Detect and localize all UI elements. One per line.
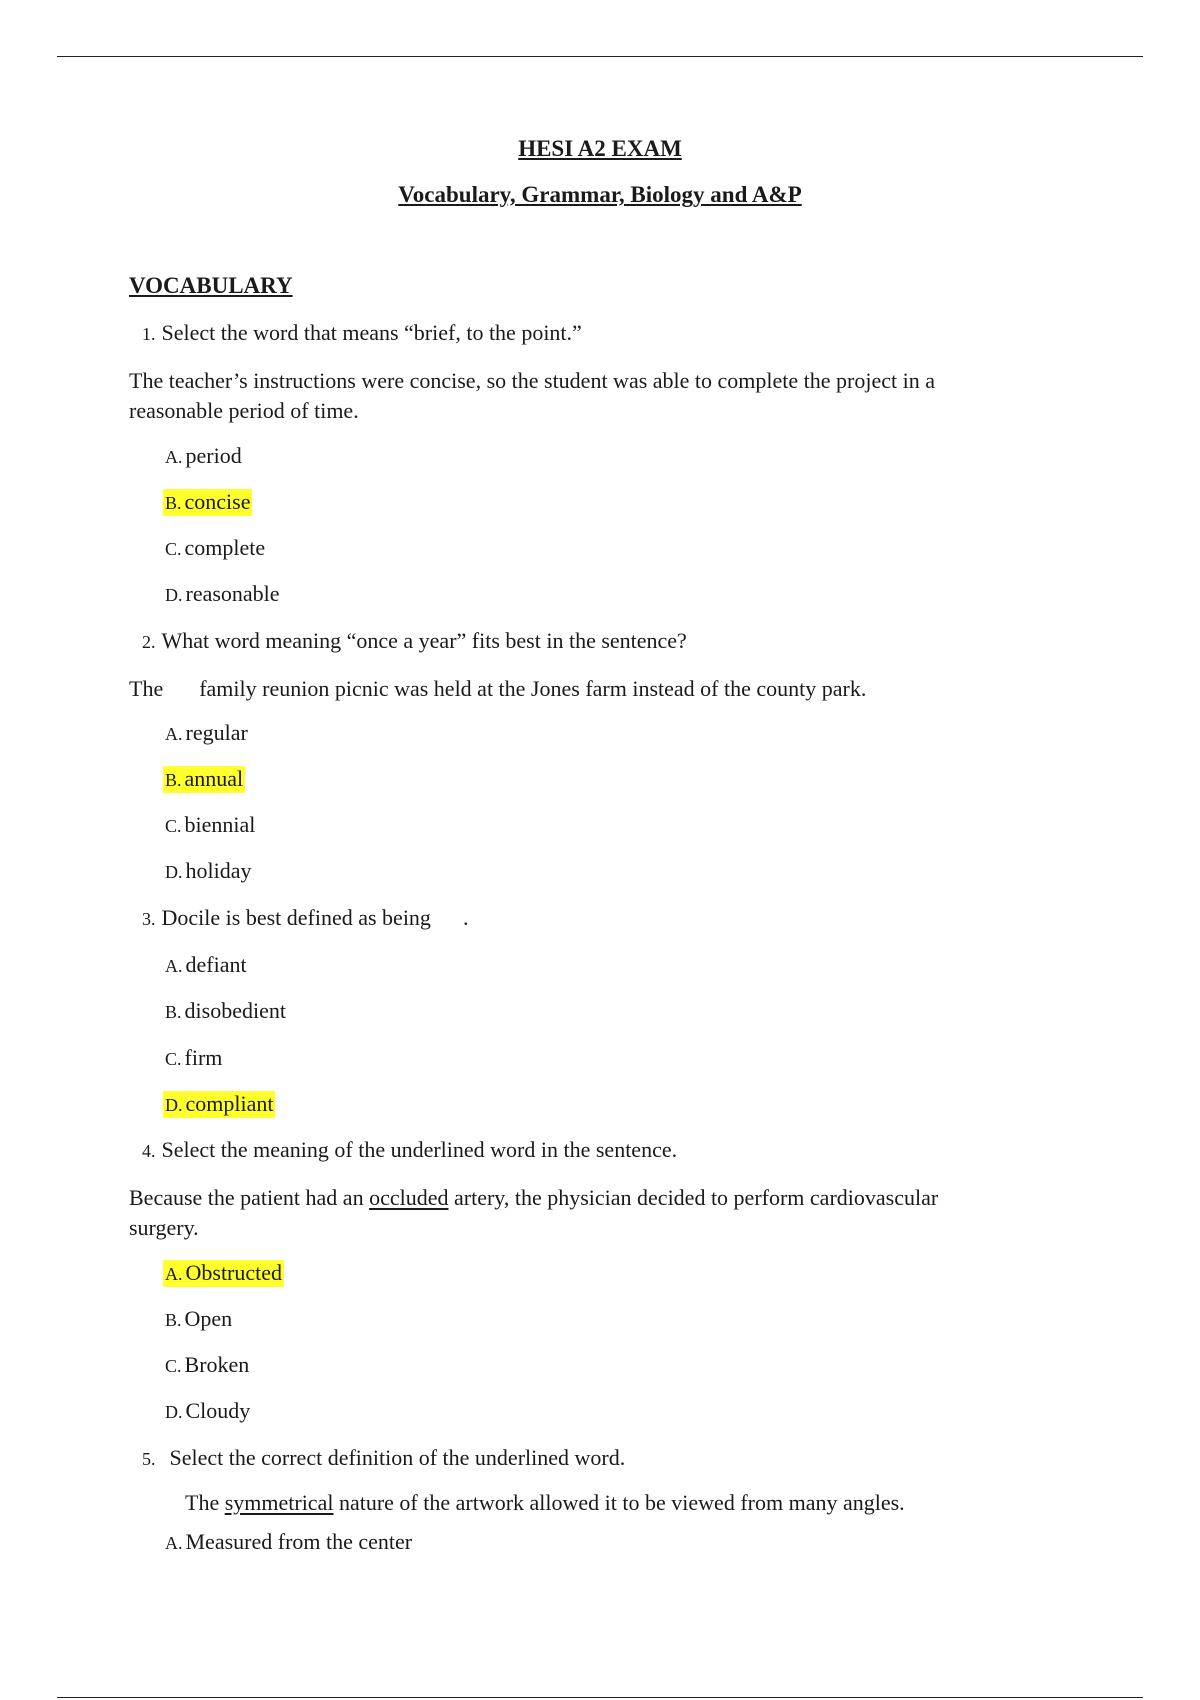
question-3-option-d-highlighted[interactable] — [163, 1091, 275, 1118]
option-text: biennial — [184, 812, 256, 837]
question-2-option-d[interactable] — [163, 858, 254, 885]
question-3-option-b[interactable] — [163, 998, 288, 1025]
document-title: HESI A2 EXAM — [518, 136, 682, 161]
question-4-option-d[interactable] — [163, 1398, 252, 1425]
question-5-option-a[interactable] — [163, 1529, 414, 1556]
section-heading: VOCABULARY — [129, 273, 293, 298]
option-letter: A. — [165, 1264, 183, 1284]
question-5-prompt — [142, 1445, 625, 1471]
question-number: 5. — [142, 1449, 156, 1469]
option-text: disobedient — [184, 998, 286, 1023]
option-text: concise — [184, 489, 251, 514]
sentence-start: The — [129, 676, 164, 701]
option-letter: D. — [165, 1095, 183, 1115]
option-text: Cloudy — [185, 1398, 251, 1423]
option-letter: D. — [165, 862, 183, 882]
option-text: Open — [184, 1306, 233, 1331]
option-text: defiant — [185, 952, 247, 977]
option-letter: C. — [165, 1356, 182, 1376]
option-text: Broken — [184, 1352, 250, 1377]
option-letter: C. — [165, 539, 182, 559]
question-2-option-a[interactable] — [163, 720, 250, 747]
option-text: Measured from the center — [185, 1529, 413, 1554]
option-letter: B. — [165, 770, 182, 790]
question-4-prompt — [142, 1137, 677, 1163]
option-text: firm — [184, 1045, 223, 1070]
question-2-option-b-highlighted[interactable] — [163, 766, 245, 793]
question-3-option-c[interactable] — [163, 1045, 224, 1072]
option-text: complete — [184, 535, 266, 560]
option-letter: B. — [165, 1310, 182, 1330]
option-text: holiday — [185, 858, 252, 883]
question-2-prompt — [142, 628, 687, 654]
bottom-rule — [57, 1697, 1143, 1698]
question-2-option-c[interactable] — [163, 812, 257, 839]
option-letter: A. — [165, 724, 183, 744]
question-1-sentence-line2: reasonable period of time. — [129, 398, 359, 423]
question-number: 1. — [142, 324, 156, 344]
question-4-option-a-highlighted[interactable] — [163, 1260, 284, 1287]
option-letter: D. — [165, 1402, 183, 1422]
top-rule — [57, 56, 1143, 57]
option-text: annual — [184, 766, 244, 791]
question-text: What word meaning “once a year” fits best in the sentence? — [161, 628, 687, 653]
sentence-before: Because the patient had an — [129, 1185, 364, 1210]
question-1-option-a[interactable] — [163, 443, 244, 470]
sentence-after: nature of the artwork allowed it to be viewed from many angles. — [338, 1490, 905, 1515]
option-text: reasonable — [185, 581, 280, 606]
question-1-sentence-line1: The teacher’s instructions were concise, so the student was able to complete the project in a — [129, 368, 935, 393]
question-3-option-a[interactable] — [163, 952, 249, 979]
question-number: 2. — [142, 632, 156, 652]
sentence-rest: family reunion picnic was held at the Jones farm instead of the county park. — [199, 676, 867, 701]
question-number: 4. — [142, 1141, 156, 1161]
question-text: Select the meaning of the underlined word in the sentence. — [161, 1137, 678, 1162]
sentence-after: artery, the physician decided to perform cardiovascular — [453, 1185, 939, 1210]
question-text: Select the word that means “brief, to the point.” — [161, 320, 582, 345]
question-4-option-b[interactable] — [163, 1306, 234, 1333]
underlined-word: symmetrical — [224, 1490, 334, 1515]
option-text: Obstructed — [185, 1260, 283, 1285]
question-end: . — [462, 905, 469, 930]
question-5-sentence — [185, 1488, 905, 1518]
underlined-word: occluded — [369, 1185, 449, 1210]
option-text: regular — [185, 720, 248, 745]
option-letter: B. — [165, 1002, 182, 1022]
option-text: period — [185, 443, 242, 468]
sentence-before: The — [185, 1490, 220, 1515]
question-1-option-d[interactable] — [163, 581, 282, 608]
option-letter: A. — [165, 447, 183, 467]
question-4-option-c[interactable] — [163, 1352, 251, 1379]
question-2-sentence — [129, 674, 866, 704]
question-number: 3. — [142, 909, 156, 929]
option-letter: B. — [165, 493, 182, 513]
question-text: Docile is best defined as being — [161, 905, 431, 930]
question-4-sentence-line2: surgery. — [129, 1215, 199, 1240]
option-letter: A. — [165, 956, 183, 976]
option-letter: A. — [165, 1533, 183, 1553]
question-1-option-c[interactable] — [163, 535, 267, 562]
option-letter: C. — [165, 816, 182, 836]
question-text: Select the correct definition of the underlined word. — [169, 1445, 626, 1470]
document-subtitle: Vocabulary, Grammar, Biology and A&P — [398, 182, 802, 207]
option-text: compliant — [185, 1091, 274, 1116]
option-letter: C. — [165, 1049, 182, 1069]
question-3-prompt — [142, 905, 468, 931]
question-1-option-b-highlighted[interactable] — [163, 489, 252, 516]
question-4-sentence-line1 — [129, 1183, 938, 1213]
question-1-prompt — [142, 320, 582, 346]
option-letter: D. — [165, 585, 183, 605]
